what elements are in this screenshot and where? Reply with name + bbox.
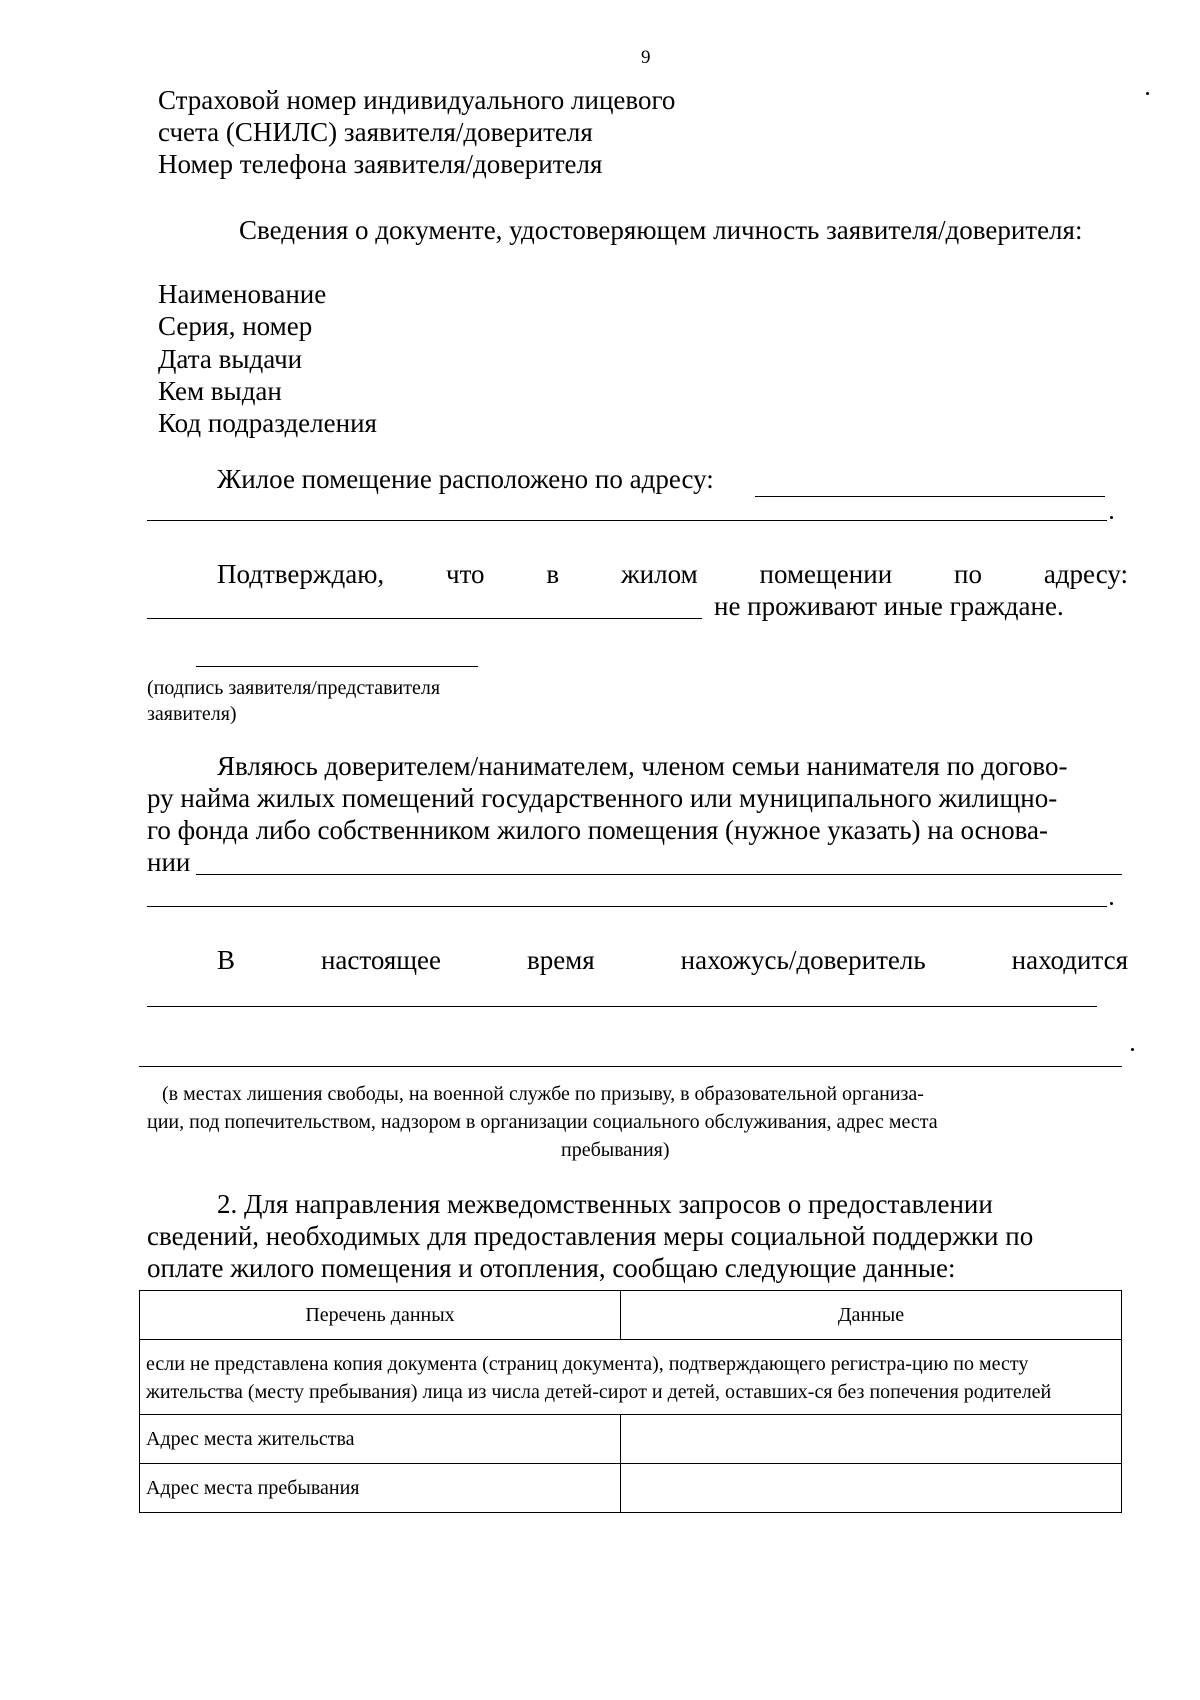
table-header-cell: Перечень данных <box>140 1291 621 1340</box>
signature-caption-line2: заявителя) <box>147 703 237 725</box>
address-blank-1[interactable] <box>755 496 1105 497</box>
location-word: время <box>526 945 595 975</box>
tenant-paragraph-line1: Являюсь доверителем/нанимателем, членом семьи нанимателя по догово- <box>217 751 1068 781</box>
id-field-issuer: Кем выдан <box>158 376 282 406</box>
id-field-date: Дата выдачи <box>158 344 303 374</box>
location-blank-1[interactable] <box>147 1006 1097 1007</box>
confirm-word: Подтверждаю, <box>217 559 385 589</box>
confirm-word: по <box>954 559 982 589</box>
table-label-cell: Адрес места пребывания <box>140 1464 621 1513</box>
location-word: настоящее <box>320 945 441 975</box>
section2-line3: оплате жилого помещения и отопления, сообщаю следующие данные: <box>147 1253 956 1283</box>
address-period <box>1110 516 1113 519</box>
table-row <box>140 1340 1122 1415</box>
tenant-basis-blank-1[interactable] <box>196 874 1122 875</box>
table-value-cell[interactable] <box>621 1415 1122 1464</box>
tenant-basis-blank-2[interactable] <box>147 906 1107 907</box>
location-line <box>217 944 1128 976</box>
table-header-cell: Данные <box>621 1291 1122 1340</box>
table-label-cell: Адрес места жительства <box>140 1415 621 1464</box>
location-word: находится <box>1011 945 1128 975</box>
signature-line[interactable] <box>196 666 478 667</box>
tenant-paragraph-line3: го фонда либо собственником жилого помещения (нужное указать) на основа- <box>147 815 1048 845</box>
confirm-address-blank[interactable] <box>147 618 702 619</box>
signature-caption-line1: (подпись заявителя/представителя <box>147 677 441 699</box>
phone-label: Номер телефона заявителя/доверителя <box>158 149 603 179</box>
table-value-cell[interactable] <box>621 1464 1122 1513</box>
snils-label-line2: счета (СНИЛС) заявителя/доверителя <box>158 117 593 147</box>
confirm-word: в <box>546 559 560 589</box>
address-statement: Жилое помещение расположено по адресу: <box>217 464 714 494</box>
stray-dot <box>1146 92 1149 95</box>
location-word: нахожусь/доверитель <box>680 945 926 975</box>
tenant-paragraph-line2: ру найма жилых помещений государственного или муниципального жилищно- <box>147 783 1058 813</box>
confirm-word: помещении <box>759 559 893 589</box>
id-field-code: Код подразделения <box>158 408 377 438</box>
section2-line2: сведений, необходимых для предоставления меры социальной поддержки по <box>147 1221 1034 1251</box>
confirm-tail: не проживают иные граждане. <box>714 591 1064 621</box>
location-blank-2[interactable] <box>139 1066 1122 1067</box>
id-field-name: Наименование <box>158 279 327 309</box>
tenant-paragraph-line4: нии <box>147 847 191 877</box>
confirm-word: адресу: <box>1043 559 1128 589</box>
id-field-series: Серия, номер <box>158 311 313 341</box>
address-blank-2[interactable] <box>147 520 1107 521</box>
confirm-word: что <box>446 559 485 589</box>
location-period <box>1131 1048 1134 1051</box>
id-document-heading: Сведения о документе, удостоверяющем личность заявителя/доверителя: <box>239 215 1083 245</box>
location-word: В <box>217 945 236 975</box>
section2-line1: 2. Для направления межведомственных запросов о предоставлении <box>217 1189 993 1219</box>
table-span-cell: если не представлена копия документа (страниц документа), подтверждающего регистра-цию по месту жительства (месту пребывания) лица из числа детей-сирот и детей, оставших-ся без попечения родителей <box>140 1340 1122 1415</box>
table-header-row <box>140 1291 1122 1340</box>
location-hint-line3: пребывания) <box>561 1139 670 1161</box>
table-row <box>140 1415 1122 1464</box>
snils-label-line1: Страховой номер индивидуального лицевого <box>158 85 676 115</box>
location-hint-line1: (в местах лишения свободы, на военной службе по призыву, в образовательной организа- <box>162 1083 924 1105</box>
location-hint-line2: ции, под попечительством, надзором в организации социального обслуживания, адрес места <box>147 1111 938 1133</box>
table-row <box>140 1464 1122 1513</box>
data-table <box>139 1290 1122 1513</box>
confirm-word: жилом <box>621 559 698 589</box>
confirm-line <box>217 558 1128 590</box>
page-number: 9 <box>641 47 651 68</box>
tenant-period <box>1110 902 1113 905</box>
